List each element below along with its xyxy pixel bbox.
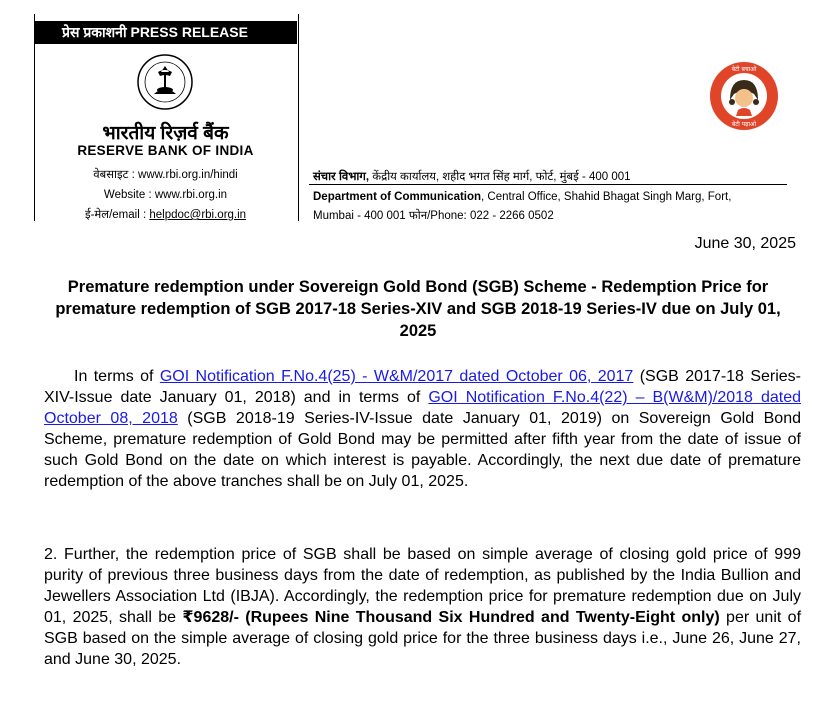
para2-text-1: 2. Further, the redemption price of SGB shall be based on simple average of closing gold price of 999 purity of previous three business days from the date of redemption, as published by the India Bullion and Jewellers Association Ltd (IBJA). Accordingly, the redemption price for premature redemption due on July 01, 2025, shall be (44, 546, 801, 626)
rbi-seal-logo (136, 50, 194, 114)
para1-text-1: In terms of (74, 368, 160, 385)
department-hindi-address: केंद्रीय कार्यालय, शहीद भगत सिंह मार्ग, फोर्ट, मुंबई - 400 001 (369, 171, 631, 183)
logo-text-top: बेटी बचाओ (731, 66, 757, 73)
redemption-price: ₹9628/- (Rupees Nine Thousand Six Hundred and Twenty-Eight only) (182, 609, 720, 626)
press-release-banner (34, 21, 297, 44)
department-hindi (313, 169, 631, 184)
para2-text-2: per unit of SGB based on the simple average of closing gold price for the three business days i.e., June 26, June 27, and June 30, 2025. (44, 609, 802, 668)
department-english-address: , Central Office, Shahid Bhagat Singh Marg, Fort, (481, 191, 732, 203)
banner-hindi: प्रेस प्रकाशनी (62, 24, 127, 40)
beti-bachao-logo (708, 60, 780, 132)
logo-text-bottom: बेटी पढ़ाओ (731, 121, 757, 128)
release-date: June 30, 2025 (694, 235, 796, 252)
para1-text-2: (SGB 2017-18 Series-XIV-Issue date January 01, 2018) and in terms of (44, 368, 802, 406)
para1-text-3: (SGB 2018-19 Series-IV-Issue date January 01, 2019) on Sovereign Gold Bond Scheme, premature redemption of Gold Bond may be permitted after fifth year from the date of issue of such Gold Bond on the date on which interest is payable. Accordingly, the next due date of premature redemption of the above tranches shall be on July 01, 2025. (44, 410, 802, 490)
goi-notification-link-1[interactable]: GOI Notification F.No.4(25) - W&M/2017 dated October 06, 2017 (159, 368, 634, 385)
bank-name-english: RESERVE BANK OF INDIA (77, 143, 254, 158)
website-label: Website : (103, 189, 155, 201)
page-title: Premature redemption under Sovereign Gold Bond (SGB) Scheme - Redemption Price for premature redemption of SGB 2017-18 Series-XIV and SGB 2018-19 Series-IV due on July 01, 2025 (55, 278, 781, 340)
goi-notification-link-2[interactable]: GOI Notification F.No.4(22) – B(W&M)/2018 dated October 08, 2018 (44, 389, 802, 427)
department-hindi-bold: संचार विभाग, (313, 171, 370, 183)
website-hindi-link[interactable]: www.rbi.org.in/hindi (138, 169, 238, 181)
website-hindi-line (34, 167, 297, 182)
department-english-bold: Department of Communication (313, 191, 482, 203)
banner-english: PRESS RELEASE (130, 24, 248, 40)
department-divider (309, 184, 787, 185)
website-line (34, 189, 297, 201)
bank-name-hindi: भारतीय रिज़र्व बैंक (102, 123, 229, 144)
paragraph-1 (44, 366, 801, 492)
website-hindi-label: वेबसाइट : (93, 169, 139, 181)
email-label: ई-मेल/email : (84, 209, 150, 221)
department-english (313, 188, 763, 226)
website-link[interactable]: www.rbi.org.in (154, 189, 228, 201)
email-line (34, 207, 297, 222)
department-address-line2: Mumbai - 400 001 फोन/Phone: 022 - 2266 0502 (313, 210, 554, 222)
paragraph-2 (44, 544, 801, 670)
email-link[interactable]: helpdoc@rbi.org.in (149, 209, 247, 221)
